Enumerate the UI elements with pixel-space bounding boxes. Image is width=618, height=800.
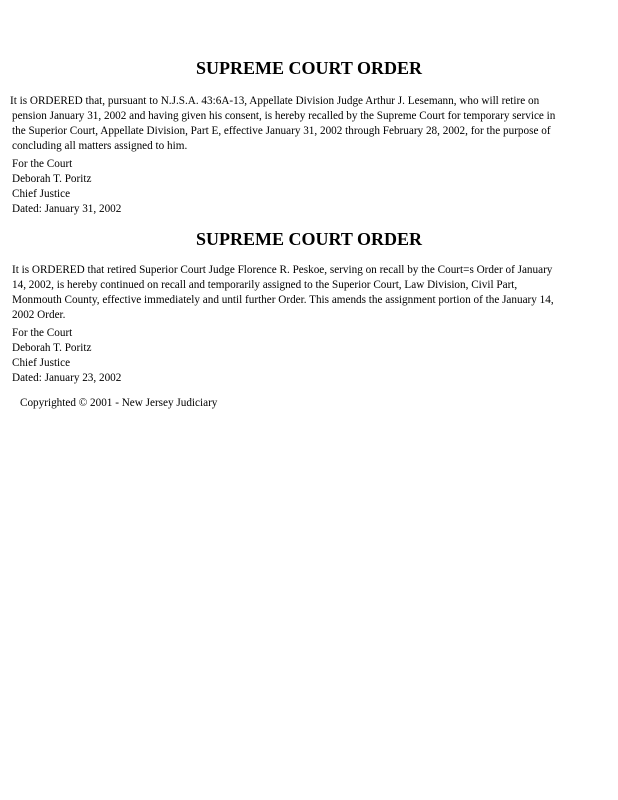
signature-date: Dated: January 23, 2002 (12, 372, 122, 384)
signature-date: Dated: January 31, 2002 (12, 203, 122, 215)
order-1-body-line: concluding all matters assigned to him. (12, 140, 188, 152)
order-2-body-line: It is ORDERED that retired Superior Court Judge Florence R. Peskoe, serving on recall by the Court=s Order of January (12, 264, 553, 276)
order-2-body-line: 2002 Order. (12, 309, 66, 321)
signature-role: Chief Justice (12, 188, 71, 200)
signature-for-court: For the Court (12, 327, 73, 339)
order-2-body (12, 263, 554, 323)
order-1-body-line: the Superior Court, Appellate Division, Part E, effective January 31, 2002 through February 28, 2002, for the purpose of (12, 125, 551, 137)
copyright-notice: Copyrighted © 2001 - New Jersey Judiciary (20, 397, 218, 409)
order-1-body (10, 94, 555, 154)
order-1-title: SUPREME COURT ORDER (195, 58, 423, 78)
signature-name: Deborah T. Poritz (12, 342, 92, 354)
order-2-body-line: Monmouth County, effective immediately and until further Order. This amends the assignment portion of the January 14, (12, 294, 554, 306)
order-2-body-line: 14, 2002, is hereby continued on recall and temporarily assigned to the Superior Court, Law Division, Civil Part, (12, 279, 518, 291)
signature-for-court: For the Court (12, 158, 73, 170)
order-2-title: SUPREME COURT ORDER (195, 229, 423, 249)
order-2-signature (12, 326, 121, 386)
signature-name: Deborah T. Poritz (12, 173, 92, 185)
order-1-body-line: pension January 31, 2002 and having given his consent, is hereby recalled by the Supreme Court for temporary service in (12, 110, 556, 122)
signature-role: Chief Justice (12, 357, 71, 369)
order-1-signature (12, 157, 121, 217)
order-1-body-line: It is ORDERED that, pursuant to N.J.S.A. 43:6A-13, Appellate Division Judge Arthur J. Lesemann, who will retire on (10, 95, 540, 107)
